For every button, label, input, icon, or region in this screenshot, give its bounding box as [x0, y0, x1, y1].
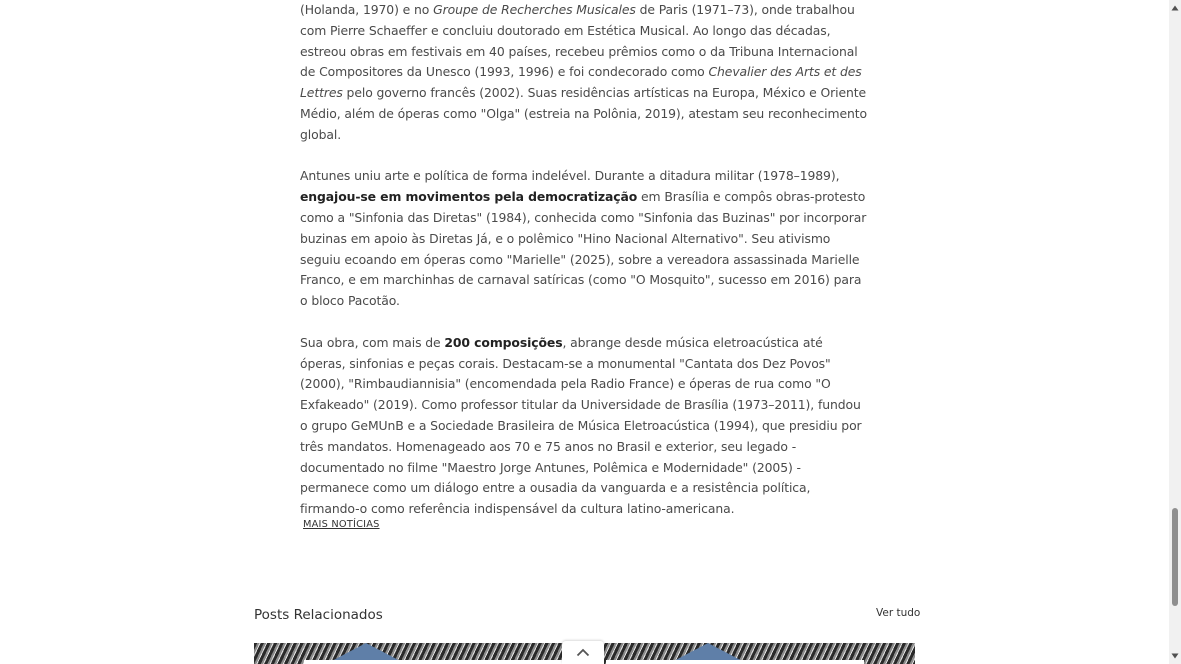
text-run: , abrange desde música eletroacústica até óperas, sinfonias e peças corais. Destacam-se a monumental "Cantata dos Dez Povos" (2000), "Rimbaudiannisia" (encomendada pela Radio France) e óperas de rua como "O Exfakeado" (2019). Como professor titular da Universidade de Brasília (1973–2011), fundou o grupo GeMUnB e a Sociedade Brasileira de Música Eletroacústica (1994), que presidiu por três mandatos. Homenageado aos 70 e 75 anos no Brasil e exterior, seu legado - documentado no filme "Maestro Jorge Antunes, Polêmica e Modernidade" (2005) - permanece como um diálogo entre a ousadia da vanguarda e a resistência política, firmando-o como referência indispensável da cultura latino-americana.	[300, 334, 862, 517]
related-card-1-caption-bar	[304, 660, 564, 664]
related-posts-heading: Posts Relacionados	[254, 607, 383, 623]
article-paragraph-3	[300, 333, 870, 520]
text-run: Antunes uniu arte e política de forma indelével. Durante a ditadura militar (1978–1989),	[300, 168, 840, 184]
text-run: pelo governo francês (2002). Suas residências artísticas na Europa, México e Oriente Médio, além de óperas como "Olga" (estreia na Polônia, 2019), atestam seu reconhecimento global.	[300, 85, 867, 142]
article-body	[300, 0, 870, 520]
back-to-top-button[interactable]	[562, 641, 604, 664]
scroll-up-button[interactable]	[1169, 0, 1181, 16]
scrollbar[interactable]	[1169, 0, 1181, 664]
article-paragraph-2	[300, 166, 870, 312]
text-run: (Holanda, 1970) e no	[300, 2, 434, 17]
triangle-down-icon	[1171, 653, 1179, 659]
text-run: Sua obra, com mais de	[300, 334, 445, 350]
scroll-thumb[interactable]	[1172, 508, 1178, 606]
text-run: de Paris (1971–73), onde trabalhou com Pierre Schaeffer e concluiu doutorado em Estética Musical. Ao longo das décadas, estreou obras em festivais em 40 países, recebeu prêmios como o da Tribuna Internacional de Compositores da Unesco (1993, 1996) e foi condecorado como	[300, 2, 858, 80]
bold-phrase: engajou-se em movimentos pela democratização	[300, 189, 638, 205]
article-paragraph-1	[300, 0, 870, 146]
bold-phrase: 200 composições	[444, 334, 563, 350]
italic-phrase: Groupe de Recherches Musicales	[433, 2, 636, 17]
text-run: em Brasília e compôs obras-protesto como a "Sinfonia das Diretas" (1984), conhecida como "Sinfonia das Buzinas" por incorporar buzinas em apoio às Diretas Já, e o polêmico "Hino Nacional Alternativo". Seu ativismo seguiu ecoando em óperas como "Marielle" (2025), sobre a vereadora assassinada Marielle Franco, e em marchinhas de carnaval satíricas (como "O Mosquito", sucesso em 2016) para o bloco Pacotão.	[300, 189, 867, 309]
more-news-link[interactable]: MAIS NOTÍCIAS	[303, 519, 380, 530]
italic-phrase: Chevalier des Arts et des Lettres	[300, 64, 862, 101]
chevron-up-icon	[576, 648, 590, 657]
related-card-2-caption-bar	[606, 660, 864, 664]
scroll-down-button[interactable]	[1169, 648, 1181, 664]
see-all-link[interactable]: Ver tudo	[876, 607, 921, 619]
triangle-up-icon	[1171, 5, 1179, 11]
